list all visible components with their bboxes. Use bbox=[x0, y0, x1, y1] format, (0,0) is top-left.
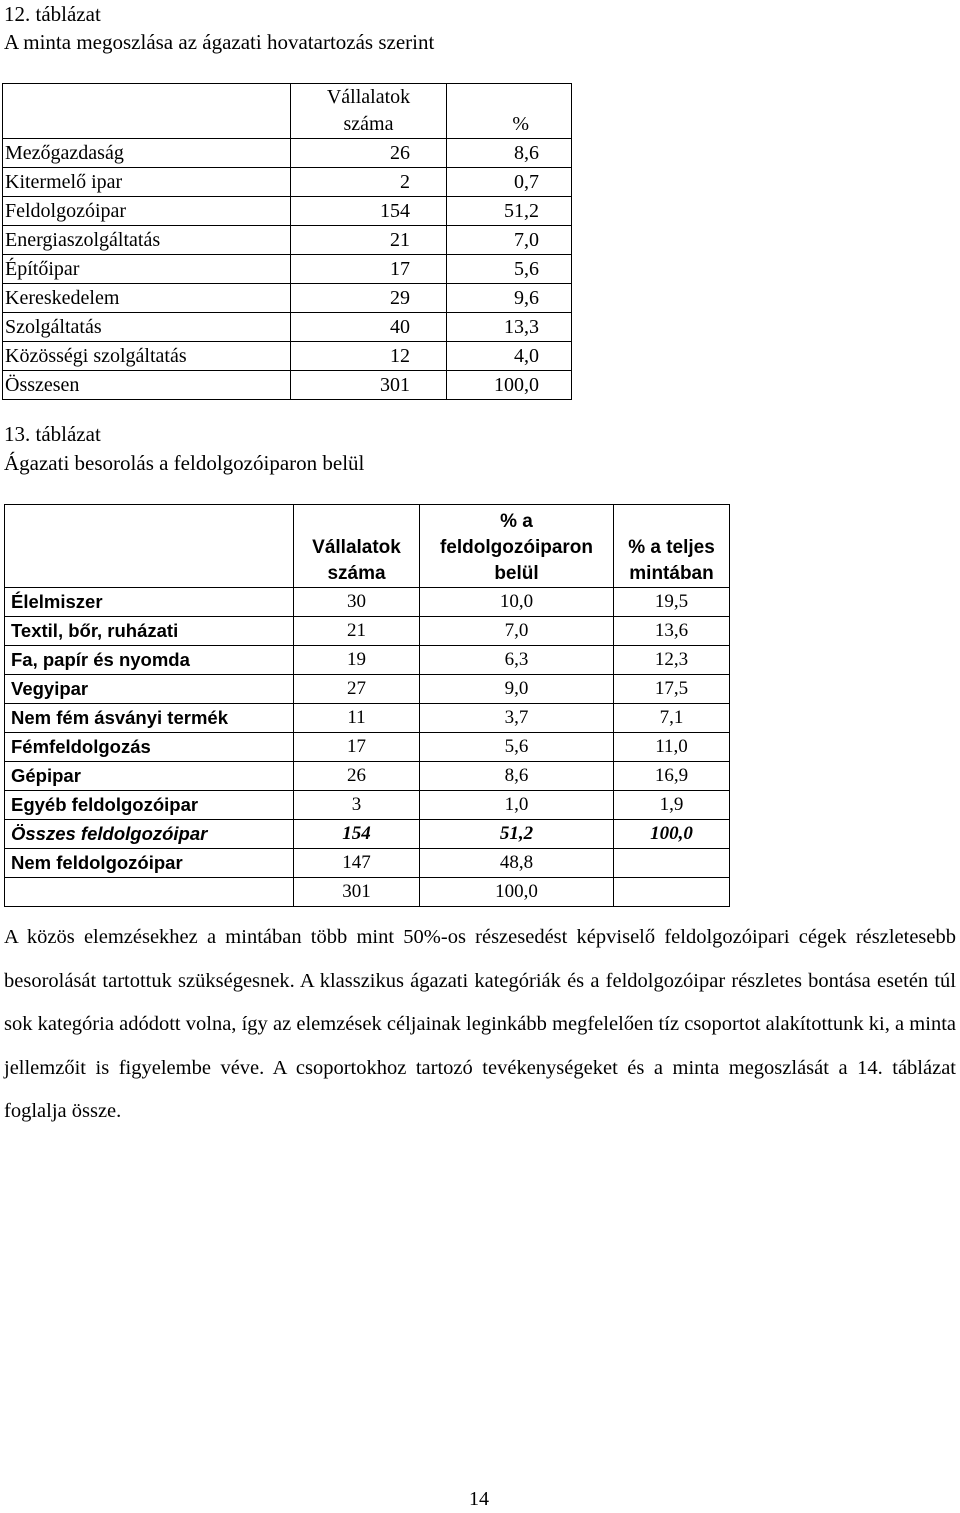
table-cell: Fa, papír és nyomda bbox=[5, 646, 294, 675]
table-cell: Gépipar bbox=[5, 762, 294, 791]
table-cell: 16,9 bbox=[614, 762, 730, 791]
table-cell bbox=[614, 849, 730, 878]
table-cell: Mezőgazdaság bbox=[3, 139, 291, 168]
table-header-row bbox=[5, 505, 730, 588]
table-cell: 48,8 bbox=[420, 849, 614, 878]
table-cell: 10,0 bbox=[420, 588, 614, 617]
table-cell: Kitermelő ipar bbox=[3, 168, 291, 197]
table-cell: 17 bbox=[291, 255, 447, 284]
column-header: Vállalatok száma bbox=[294, 505, 420, 588]
table-cell: 12,3 bbox=[614, 646, 730, 675]
table-cell: 6,3 bbox=[420, 646, 614, 675]
table-cell: Élelmiszer bbox=[5, 588, 294, 617]
table-row bbox=[5, 820, 730, 849]
table-cell: 21 bbox=[294, 617, 420, 646]
table-cell: 0,7 bbox=[447, 168, 572, 197]
table-cell: 12 bbox=[291, 342, 447, 371]
table-cell: 3 bbox=[294, 791, 420, 820]
table-row bbox=[3, 197, 572, 226]
table-row bbox=[5, 617, 730, 646]
table-cell: 4,0 bbox=[447, 342, 572, 371]
table-cell: 11,0 bbox=[614, 733, 730, 762]
table-row bbox=[5, 791, 730, 820]
column-header: % a teljes mintában bbox=[614, 505, 730, 588]
table-cell: 7,0 bbox=[420, 617, 614, 646]
table-cell: Kereskedelem bbox=[3, 284, 291, 313]
table-cell bbox=[5, 878, 294, 907]
table-cell: 29 bbox=[291, 284, 447, 313]
table-row bbox=[3, 168, 572, 197]
table-cell: 100,0 bbox=[614, 820, 730, 849]
table-row bbox=[3, 255, 572, 284]
table-row bbox=[3, 313, 572, 342]
table-cell: 154 bbox=[294, 820, 420, 849]
table-cell: Összesen bbox=[3, 371, 291, 400]
table-row bbox=[3, 371, 572, 400]
table-cell: Közösségi szolgáltatás bbox=[3, 342, 291, 371]
column-header: Vállalatok száma bbox=[291, 84, 447, 139]
column-header bbox=[5, 505, 294, 588]
table-cell bbox=[614, 878, 730, 907]
table-cell: 21 bbox=[291, 226, 447, 255]
column-header: % bbox=[447, 84, 572, 139]
table-cell: 100,0 bbox=[420, 878, 614, 907]
table-cell: 40 bbox=[291, 313, 447, 342]
table-cell: Nem fém ásványi termék bbox=[5, 704, 294, 733]
table-cell: Építőipar bbox=[3, 255, 291, 284]
table-row bbox=[3, 139, 572, 168]
table-cell: 1,9 bbox=[614, 791, 730, 820]
table-13-heading bbox=[4, 420, 364, 478]
table-cell: 30 bbox=[294, 588, 420, 617]
table-cell: 301 bbox=[294, 878, 420, 907]
table-12-number: 12. táblázat bbox=[4, 2, 101, 26]
table-row bbox=[3, 226, 572, 255]
table-cell: 301 bbox=[291, 371, 447, 400]
table-cell: 2 bbox=[291, 168, 447, 197]
table-cell: 26 bbox=[294, 762, 420, 791]
table-cell: 26 bbox=[291, 139, 447, 168]
table-cell: 8,6 bbox=[447, 139, 572, 168]
table-cell: 17 bbox=[294, 733, 420, 762]
table-cell: 13,6 bbox=[614, 617, 730, 646]
table-row bbox=[5, 588, 730, 617]
table-cell: 19 bbox=[294, 646, 420, 675]
table-cell: Szolgáltatás bbox=[3, 313, 291, 342]
table-row bbox=[5, 704, 730, 733]
table-cell: 9,6 bbox=[447, 284, 572, 313]
table-cell: Energiaszolgáltatás bbox=[3, 226, 291, 255]
table-row bbox=[5, 878, 730, 907]
table-cell: 7,0 bbox=[447, 226, 572, 255]
table-row bbox=[5, 762, 730, 791]
column-header bbox=[3, 84, 291, 139]
table-cell: 51,2 bbox=[447, 197, 572, 226]
table-row bbox=[3, 284, 572, 313]
table-cell: 147 bbox=[294, 849, 420, 878]
table-cell: 8,6 bbox=[420, 762, 614, 791]
table-cell: 11 bbox=[294, 704, 420, 733]
table-cell: 7,1 bbox=[614, 704, 730, 733]
table-row bbox=[5, 733, 730, 762]
table-cell: Összes feldolgozóipar bbox=[5, 820, 294, 849]
table-cell: 5,6 bbox=[420, 733, 614, 762]
table-12 bbox=[2, 83, 572, 400]
table-cell: Feldolgozóipar bbox=[3, 197, 291, 226]
table-12-heading bbox=[4, 0, 434, 56]
table-cell: Textil, bőr, ruházati bbox=[5, 617, 294, 646]
table-cell: Fémfeldolgozás bbox=[5, 733, 294, 762]
table-header-row bbox=[3, 84, 572, 139]
table-cell: 27 bbox=[294, 675, 420, 704]
table-row bbox=[5, 849, 730, 878]
table-cell: 9,0 bbox=[420, 675, 614, 704]
table-cell: 100,0 bbox=[447, 371, 572, 400]
table-cell: 3,7 bbox=[420, 704, 614, 733]
table-13-number: 13. táblázat bbox=[4, 422, 101, 446]
table-cell: Egyéb feldolgozóipar bbox=[5, 791, 294, 820]
body-paragraph: A közös elemzésekhez a mintában több mint 50%-os részesedést képviselő feldolgozóipari cégek részletesebb besorolását tartottuk szükségesnek. A klasszikus ágazati kategóriák és a feldolgozóipar részletes bontása esetén túl sok kategória adódott volna, így az elemzések céljainak leginkább megfelelően tíz csoportot alakítottunk ki, a minta jellemzőit is figyelembe véve. A csoportokhoz tartozó tevékenységeket és a minta megoszlását a 14. táblázat foglalja össze. bbox=[4, 926, 956, 1122]
table-cell: 13,3 bbox=[447, 313, 572, 342]
table-row bbox=[3, 342, 572, 371]
table-cell: 19,5 bbox=[614, 588, 730, 617]
table-13 bbox=[4, 504, 730, 907]
table-cell: 1,0 bbox=[420, 791, 614, 820]
table-row bbox=[5, 675, 730, 704]
table-cell: Nem feldolgozóipar bbox=[5, 849, 294, 878]
table-13-title: Ágazati besorolás a feldolgozóiparon belül bbox=[4, 451, 365, 475]
column-header: % a feldolgozóiparon belül bbox=[420, 505, 614, 588]
table-row bbox=[5, 646, 730, 675]
page-number: 14 bbox=[469, 1488, 489, 1510]
table-cell: Vegyipar bbox=[5, 675, 294, 704]
table-cell: 17,5 bbox=[614, 675, 730, 704]
table-cell: 154 bbox=[291, 197, 447, 226]
table-cell: 51,2 bbox=[420, 820, 614, 849]
table-cell: 5,6 bbox=[447, 255, 572, 284]
table-12-title: A minta megoszlása az ágazati hovatartozás szerint bbox=[4, 30, 435, 54]
